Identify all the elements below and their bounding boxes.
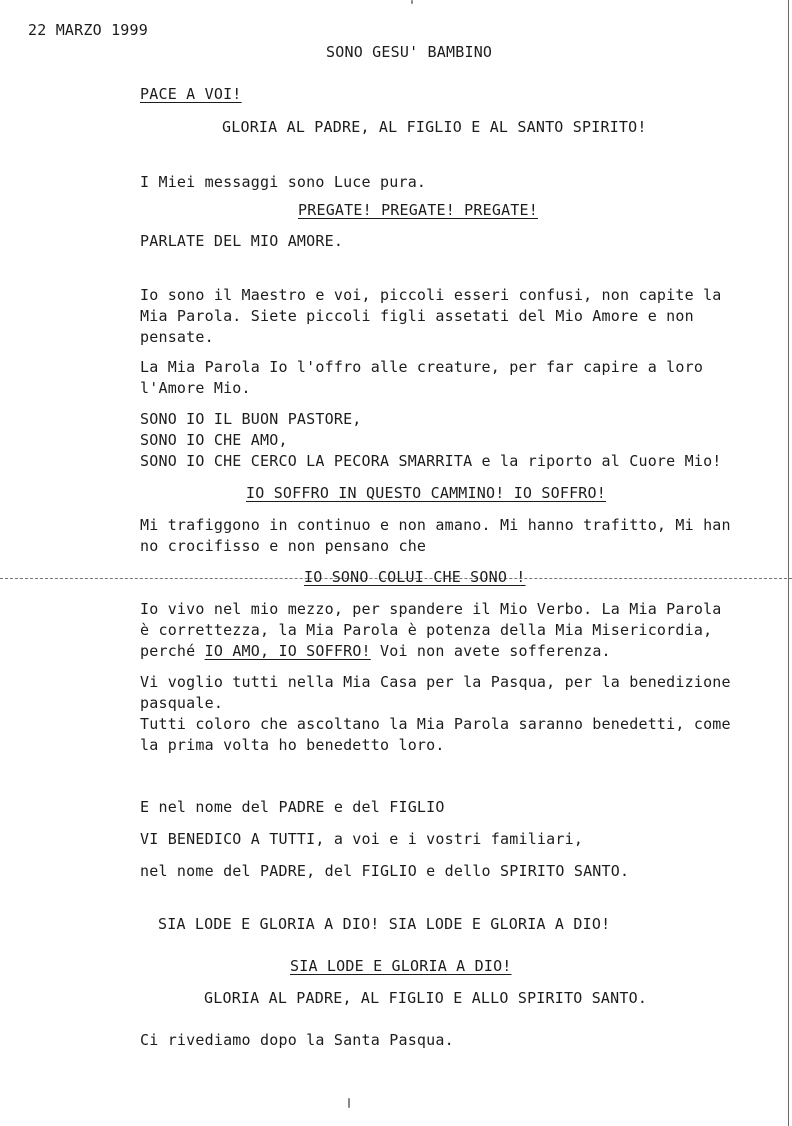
paragraph-3-line-3: SONO IO CHE CERCO LA PECORA SMARRITA e la riporto al Cuore Mio! <box>140 452 722 470</box>
document-title: SONO GESU' BAMBINO <box>326 43 493 61</box>
document-date: 22 MARZO 1999 <box>28 21 148 39</box>
paragraph-6-line-1: Vi voglio tutti nella Mia Casa per la Pasqua, per la benedizione <box>140 673 731 691</box>
pregate-heading: PREGATE! PREGATE! PREGATE! <box>298 201 538 219</box>
paragraph-5-line-3-start: perché <box>140 642 205 660</box>
lode-line-1: SIA LODE E GLORIA A DIO! SIA LODE E GLORIA A DIO! <box>158 915 611 933</box>
paragraph-5-line-3 <box>140 641 611 661</box>
paragraph-1-line-3: pensate. <box>140 328 214 346</box>
paragraph-6-line-3: Tutti coloro che ascoltano la Mia Parola saranno benedetti, come <box>140 715 731 733</box>
gloria-line-2: GLORIA AL PADRE, AL FIGLIO E ALLO SPIRITO SANTO. <box>204 989 648 1007</box>
io-sono-heading: IO SONO COLUI CHE SONO ! <box>304 568 526 586</box>
page-edge-line <box>788 0 789 1126</box>
blessing-line-1: E nel nome del PADRE e del FIGLIO <box>140 798 445 816</box>
greeting-heading: PACE A VOI! <box>140 85 242 103</box>
closing-line: Ci rivediamo dopo la Santa Pasqua. <box>140 1031 454 1049</box>
paragraph-4-line-1: Mi trafiggono in continuo e non amano. Mi hanno trafitto, Mi han <box>140 516 731 534</box>
gloria-line-1: GLORIA AL PADRE, AL FIGLIO E AL SANTO SPIRITO! <box>222 118 647 136</box>
paragraph-6-line-4: la prima volta ho benedetto loro. <box>140 736 445 754</box>
blessing-line-2: VI BENEDICO A TUTTI, a voi e i vostri familiari, <box>140 830 584 848</box>
paragraph-2-line-1: La Mia Parola Io l'offro alle creature, per far capire a loro <box>140 358 704 376</box>
paragraph-2-line-2: l'Amore Mio. <box>140 379 251 397</box>
paragraph-1-line-1: Io sono il Maestro e voi, piccoli esseri confusi, non capite la <box>140 286 722 304</box>
ink-mark <box>348 1098 350 1108</box>
io-amo-emphasis: IO AMO, IO SOFFRO! <box>204 642 371 660</box>
messaggi-line: I Miei messaggi sono Luce pura. <box>140 173 427 191</box>
paragraph-5-line-1: Io vivo nel mio mezzo, per spandere il Mio Verbo. La Mia Parola <box>140 600 722 618</box>
paragraph-3-line-2: SONO IO CHE AMO, <box>140 431 288 449</box>
paragraph-5-line-2: è correttezza, la Mia Parola è potenza della Mia Misericordia, <box>140 621 713 639</box>
paragraph-4-line-2: no crocifisso e non pensano che <box>140 537 427 555</box>
paragraph-3-line-1: SONO IO IL BUON PASTORE, <box>140 410 362 428</box>
lode-line-2: SIA LODE E GLORIA A DIO! <box>290 957 512 975</box>
soffro-heading: IO SOFFRO IN QUESTO CAMMINO! IO SOFFRO! <box>246 484 606 502</box>
ink-mark-top <box>411 0 413 4</box>
blessing-line-3: nel nome del PADRE, del FIGLIO e dello SPIRITO SANTO. <box>140 862 630 880</box>
paragraph-1-line-2: Mia Parola. Siete piccoli figli assetati del Mio Amore e non <box>140 307 694 325</box>
paragraph-5-line-3-end: Voi non avete sofferenza. <box>370 642 611 660</box>
paragraph-6-line-2: pasquale. <box>140 694 224 712</box>
parlate-line: PARLATE DEL MIO AMORE. <box>140 232 344 250</box>
